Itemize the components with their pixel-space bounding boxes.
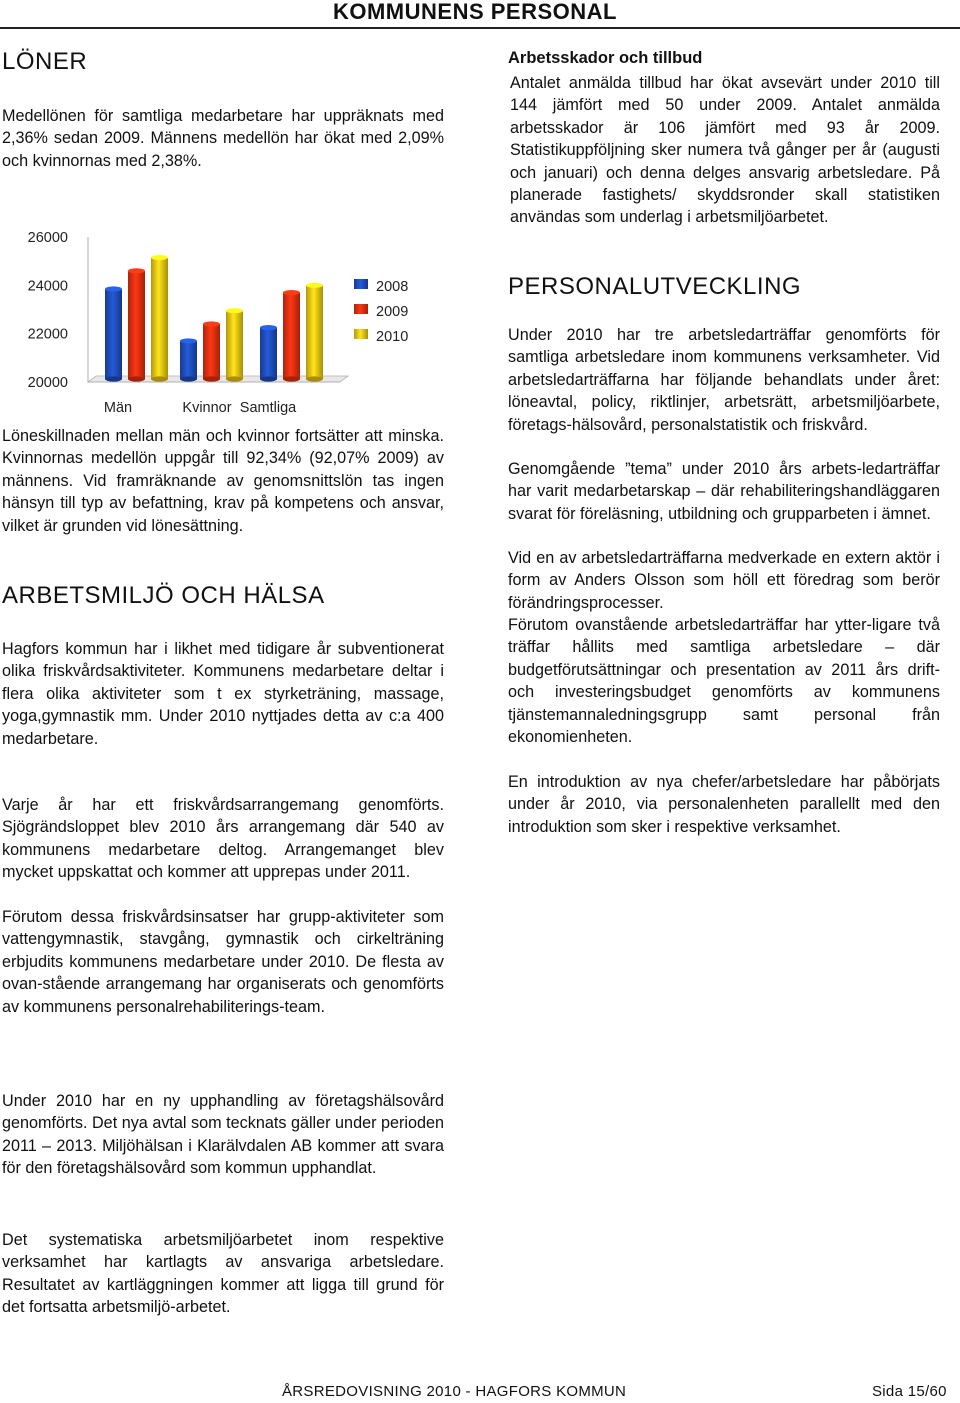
arbetsmiljo-paragraph-3: Förutom dessa friskvårdsinsatser har grupp-aktiviteter som vattengymnastik, stavgång, gymnastik och cirkelträning erbjudits kommunens medarbetare under 2010. De flesta av ovan-stående arrangemang har organiserats och genomförts av kommunens personalrehabiliterings-team. [2, 908, 444, 1016]
footer-title: ÅRSREDOVISNING 2010 - HAGFORS KOMMUN [282, 1383, 627, 1400]
chart-legend-item-2008 [354, 279, 408, 295]
chart-legend-item-2009 [354, 304, 408, 320]
arbetsmiljo-paragraph-1: Hagfors kommun har i likhet med tidigare år subventionerat olika friskvårdsaktiviteter. Kommunens medarbetare deltar i flera olika aktiviteter som t ex styrketräning, massage, yoga,gymnastik mm. Under 2010 nyttjades detta av c:a 400 medarbetare. [2, 640, 444, 748]
chart-bar-kvinnor-2010 [226, 308, 243, 381]
section-title-arbetsmiljo: ARBETSMILJÖ OCH HÄLSA [2, 582, 325, 609]
chart-bar-kvinnor-2008 [180, 338, 197, 381]
svg-text:2008: 2008 [376, 279, 409, 295]
salary-bar-chart [0, 215, 460, 420]
personalutveckling-paragraph-1: Under 2010 har tre arbetsledarträffar genomförts för samtliga arbetsledare inom kommunens verksamheter. Vid arbetsledarträffarna har följande behandlats under året: löneavtal, policy, riktlinjer, arbetsrätt, arbetsmiljöarbete, företags-hälsovård, personalstatistik och friskvård. [508, 326, 940, 434]
chart-category-label: Samtliga [239, 400, 297, 416]
loner-intro: Medellönen för samtliga medarbetare har uppräknats med 2,36% sedan 2009. Männens medellön har ökat med 2,09% och kvinnornas med 2,38%. [2, 107, 444, 170]
chart-bar-samtliga-2008 [260, 325, 277, 382]
page-header-title: KOMMUNENS PERSONAL [332, 0, 617, 24]
svg-text:2010: 2010 [376, 329, 409, 345]
section-title-personalutveckling: PERSONALUTVECKLING [508, 273, 802, 300]
chart-bar-samtliga-2009 [283, 290, 300, 382]
chart-y-tick-label: 26000 [27, 230, 68, 246]
chart-legend-item-2010 [354, 329, 408, 345]
personalutveckling-paragraph-3: Vid en av arbetsledarträffarna medverkade en extern aktör i form av Anders Olsson som höll ett föredrag som berör förändringsprocesser. [508, 549, 940, 612]
chart-y-tick-label: 22000 [27, 326, 68, 343]
chart-category-label: Kvinnor [182, 400, 232, 416]
header-divider [0, 27, 960, 29]
arbetsskador-title: Arbetsskador och tillbud [508, 49, 703, 67]
chart-bar-män-2010 [151, 255, 168, 382]
chart-bar-kvinnor-2009 [203, 321, 220, 381]
chart-bar-män-2009 [128, 268, 145, 381]
footer-page-number: Sida 15/60 [872, 1383, 947, 1400]
chart-bar-män-2008 [105, 286, 122, 381]
loner-after-chart: Löneskillnaden mellan män och kvinnor fortsätter att minska. Kvinnornas medellön uppgår till 92,34% (92,07% 2009) av männens. Vid framräknande av genomsnittslön tas ingen hänsyn till typ av befattning, krav på kompetens och ansvar, vilket är grunden vid lönesättning. [2, 427, 444, 535]
personalutveckling-paragraph-2: Genomgående ”tema” under 2010 års arbets-ledarträffar har varit medarbetarskap – där rehabiliteringshandläggaren svarat för föreläsning, utbildning och grupparbeten i ämnet. [508, 460, 940, 523]
chart-y-tick-label: 20000 [27, 375, 68, 391]
personalutveckling-paragraph-4: Förutom ovanstående arbetsledarträffar har ytter-ligare två träffar hållits med samtliga arbetsledare – där budgetförutsättningar och presentation av 2011 års drift- och investeringsbudget genomförts av kommunens tjänstemannaledningsgrupp samt personal från ekonomienheten. [508, 616, 940, 747]
chart-category-label: Män [103, 400, 133, 416]
svg-text:2009: 2009 [376, 304, 409, 320]
chart-y-tick-label: 24000 [27, 278, 68, 295]
arbetsskador-text: Antalet anmälda tillbud har ökat avsevärt under 2010 till 144 jämfört med 50 under 2009. Antalet anmälda arbetsskador är 106 jämfört med 93 år 2009. Statistikuppföljning sker numera två gånger per år (augusti och januari) och denna delges ansvarig arbetsledare. På planerade fastighets/ skyddsronder skall statistiken användas som underlag i arbetsmiljöarbetet. [510, 74, 940, 227]
section-title-loner: LÖNER [2, 48, 88, 75]
chart-bar-samtliga-2010 [306, 283, 323, 382]
personalutveckling-paragraph-5: En introduktion av nya chefer/arbetsledare har påbörjats under år 2010, via personalenheten parallellt med den introduktion som sker i respektive verksamhet. [508, 773, 940, 836]
arbetsmiljo-paragraph-4: Under 2010 har en ny upphandling av företagshälsovård genomförts. Det nya avtal som tecknats gäller under perioden 2011 – 2013. Miljöhälsan i Klarälvdalen AB kommer att svara för den företagshälsovård som kommun upphandlat. [2, 1092, 444, 1178]
arbetsmiljo-paragraph-2: Varje år har ett friskvårdsarrangemang genomförts. Sjögrändsloppet blev 2010 års arrangemang där 540 av kommunens medarbetare deltog. Arrangemanget blev mycket uppskattat och kommer att upprepas under 2011. [2, 796, 444, 882]
arbetsmiljo-paragraph-5: Det systematiska arbetsmiljöarbetet inom respektive verksamhet har kartlagts av ansvariga arbetsledare. Resultatet av kartläggningen kommer att ligga till grund för det fortsatta arbetsmiljö-arbetet. [2, 1231, 444, 1317]
